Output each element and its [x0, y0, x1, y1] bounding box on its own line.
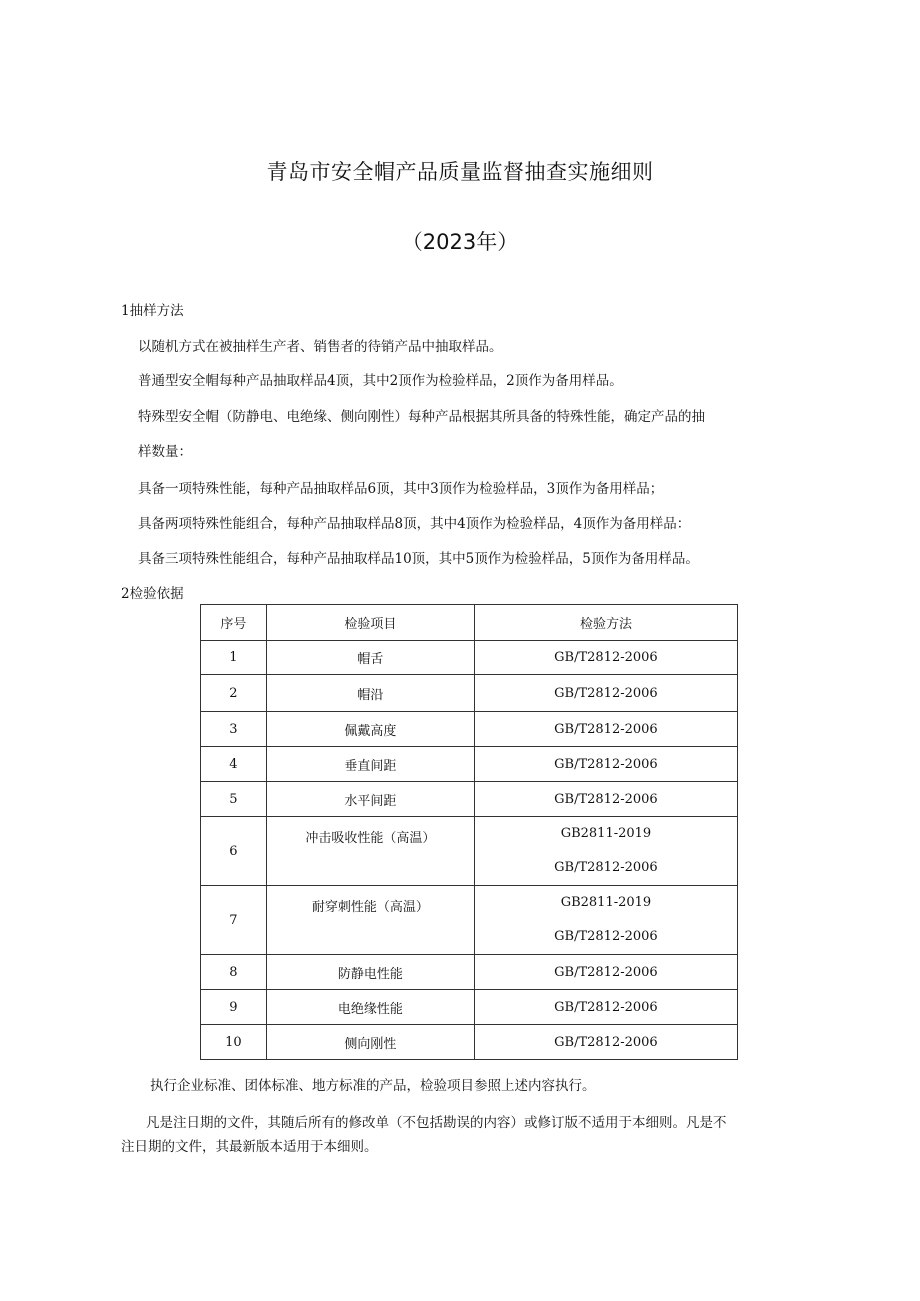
section-2-heading: 2检验依据	[121, 586, 184, 602]
note-dated-line-2: 注日期的文件，其最新版本适用于本细则。	[121, 1139, 378, 1155]
table-row	[201, 641, 738, 675]
table-row	[201, 747, 738, 782]
row-method: GB/T2812-2006	[474, 675, 737, 712]
row-no: 3	[201, 712, 267, 747]
row-method: GB/T2812-2006	[474, 990, 737, 1025]
row-no: 1	[201, 641, 267, 675]
header-item: 检验项目	[266, 605, 474, 641]
row-no: 8	[201, 955, 267, 990]
table-row	[201, 782, 738, 817]
document-title: 青岛市安全帽产品质量监督抽查实施细则	[266, 160, 654, 184]
document-year: （2023年）	[401, 230, 519, 254]
row-no: 2	[201, 675, 267, 712]
row-method: GB/T2812-2006	[474, 747, 737, 782]
row-method-line: GB2811-2019	[560, 826, 652, 841]
row-method	[474, 886, 737, 955]
paragraph-three-properties: 具备三项特殊性能组合，每种产品抽取样品10顶，其中5顶作为检验样品，5顶作为备用样品。	[138, 551, 699, 567]
row-method: GB/T2812-2006	[474, 955, 737, 990]
table-row	[201, 817, 738, 886]
row-item: 帽舌	[266, 641, 474, 675]
row-no: 7	[201, 886, 267, 955]
paragraph-two-properties: 具备两项特殊性能组合，每种产品抽取样品8顶，其中4顶作为检验样品，4顶作为备用样品：	[138, 516, 691, 532]
row-item: 侧向刚性	[266, 1025, 474, 1060]
row-method-line: GB/T2812-2006	[554, 929, 658, 944]
row-method: GB/T2812-2006	[474, 712, 737, 747]
table-row	[201, 675, 738, 712]
paragraph-one-property: 具备一项特殊性能，每种产品抽取样品6顶，其中3顶作为检验样品，3顶作为备用样品；	[138, 481, 664, 497]
inspection-table	[200, 604, 738, 1060]
note-dated-line-1: 凡是注日期的文件，其随后所有的修改单（不包括勘误的内容）或修订版不适用于本细则。凡是不	[146, 1115, 727, 1131]
row-item: 垂直间距	[266, 747, 474, 782]
table-row	[201, 955, 738, 990]
row-item: 水平间距	[266, 782, 474, 817]
row-item: 电绝缘性能	[266, 990, 474, 1025]
section-1-heading: 1抽样方法	[121, 303, 184, 319]
row-no: 9	[201, 990, 267, 1025]
note-dated-documents	[121, 1111, 821, 1155]
table-row	[201, 1025, 738, 1060]
row-item: 防静电性能	[266, 955, 474, 990]
paragraph-normal-helmet: 普通型安全帽每种产品抽取样品4顶，其中2顶作为检验样品，2顶作为备用样品。	[138, 373, 623, 389]
header-no: 序号	[201, 605, 267, 641]
row-no: 4	[201, 747, 267, 782]
note-enterprise-standards: 执行企业标准、团体标准、地方标准的产品，检验项目参照上述内容执行。	[150, 1078, 596, 1094]
row-item: 帽沿	[266, 675, 474, 712]
table-row	[201, 990, 738, 1025]
row-no: 5	[201, 782, 267, 817]
row-method: GB/T2812-2006	[474, 641, 737, 675]
row-no: 6	[201, 817, 267, 886]
row-method-line: GB/T2812-2006	[554, 860, 658, 875]
table-row	[201, 712, 738, 747]
paragraph-special-helmet-cont: 样数量：	[138, 444, 192, 460]
row-method: GB/T2812-2006	[474, 1025, 737, 1060]
row-item: 佩戴高度	[266, 712, 474, 747]
paragraph-special-helmet: 特殊型安全帽（防静电、电绝缘、侧向刚性）每种产品根据其所具备的特殊性能，确定产品的抽	[138, 409, 705, 425]
row-item: 耐穿刺性能（高温）	[266, 886, 474, 955]
row-method: GB/T2812-2006	[474, 782, 737, 817]
row-method-line: GB2811-2019	[560, 895, 652, 910]
table-row	[201, 886, 738, 955]
header-method: 检验方法	[474, 605, 737, 641]
row-item: 冲击吸收性能（高温）	[266, 817, 474, 886]
paragraph-random-sampling: 以随机方式在被抽样生产者、销售者的待销产品中抽取样品。	[138, 339, 503, 355]
row-method	[474, 817, 737, 886]
row-no: 10	[201, 1025, 267, 1060]
table-header-row	[201, 605, 738, 641]
